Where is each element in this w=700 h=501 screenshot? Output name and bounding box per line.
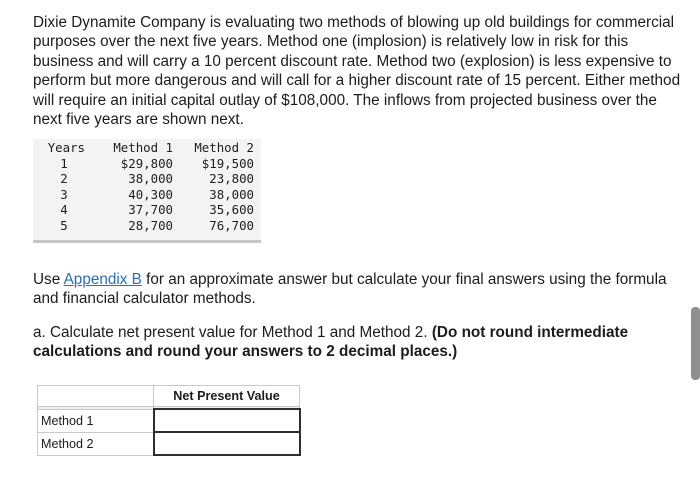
method-2-cell: 38,000 (209, 186, 254, 202)
method-1-cell: $29,800 (120, 155, 173, 171)
table-row (33, 187, 254, 203)
npv-answer-table (37, 385, 301, 456)
year-cell: 5 (60, 217, 68, 233)
table-row (33, 202, 254, 218)
instructions-text (33, 270, 673, 308)
header-method-2: Method 2 (194, 140, 254, 155)
method-2-cell: 76,700 (209, 217, 254, 233)
table-row (33, 156, 254, 172)
method-2-label: Method 2 (38, 432, 154, 455)
method-2-npv-cell (154, 432, 300, 455)
method-1-npv-cell (154, 409, 300, 432)
header-years: Years (47, 140, 85, 155)
method-1-cell: 40,300 (128, 186, 173, 202)
method-2-cell: 35,600 (209, 202, 254, 218)
header-method-1: Method 1 (113, 140, 173, 155)
method-1-label: Method 1 (38, 409, 154, 432)
instructions-suffix: for an approximate answer but calculate your final answers using the formula and financial calculator methods. (33, 271, 667, 307)
method-1-npv-input[interactable] (155, 411, 299, 430)
year-cell: 1 (60, 155, 68, 171)
vertical-scrollbar[interactable] (691, 307, 700, 380)
npv-header: Net Present Value (154, 386, 300, 407)
question-label: a. Calculate net present value for Method 1 and Method 2. (33, 324, 432, 341)
year-cell: 2 (60, 171, 68, 187)
question-text (33, 323, 673, 361)
method-2-npv-input[interactable] (155, 434, 299, 453)
year-cell: 4 (60, 202, 68, 218)
year-cell: 3 (60, 186, 68, 202)
method-1-cell: 28,700 (128, 217, 173, 233)
problem-statement: Dixie Dynamite Company is evaluating two methods of blowing up old buildings for commercial purposes over the next five years. Method one (implosion) is relatively low in risk for this business and will carry a 10 percent discount rate. Method two (explosion) is less expensive to perform but more dangerous and will call for a higher discount rate of 15 percent. Either method will require an initial capital outlay of $108,000. The inflows from projected business over the next five years are shown next. (33, 14, 681, 129)
method-2-cell: 23,800 (209, 171, 254, 187)
table-row (33, 218, 254, 234)
method-2-cell: $19,500 (201, 155, 254, 171)
cash-flow-table (33, 139, 261, 243)
question-rounding-note: (Do not round intermediate calculations and round your answers to 2 decimal places.) (33, 324, 629, 360)
method-1-cell: 37,700 (128, 202, 173, 218)
blank-header-cell (38, 386, 154, 407)
appendix-b-link[interactable]: Appendix B (63, 271, 142, 288)
table-row (33, 171, 254, 187)
cash-flow-header-row (33, 140, 254, 156)
answer-header-row (38, 386, 300, 407)
answer-row-method-1 (38, 409, 300, 432)
instructions-prefix: Use (33, 271, 64, 288)
answer-row-method-2 (38, 432, 300, 455)
method-1-cell: 38,000 (128, 171, 173, 187)
